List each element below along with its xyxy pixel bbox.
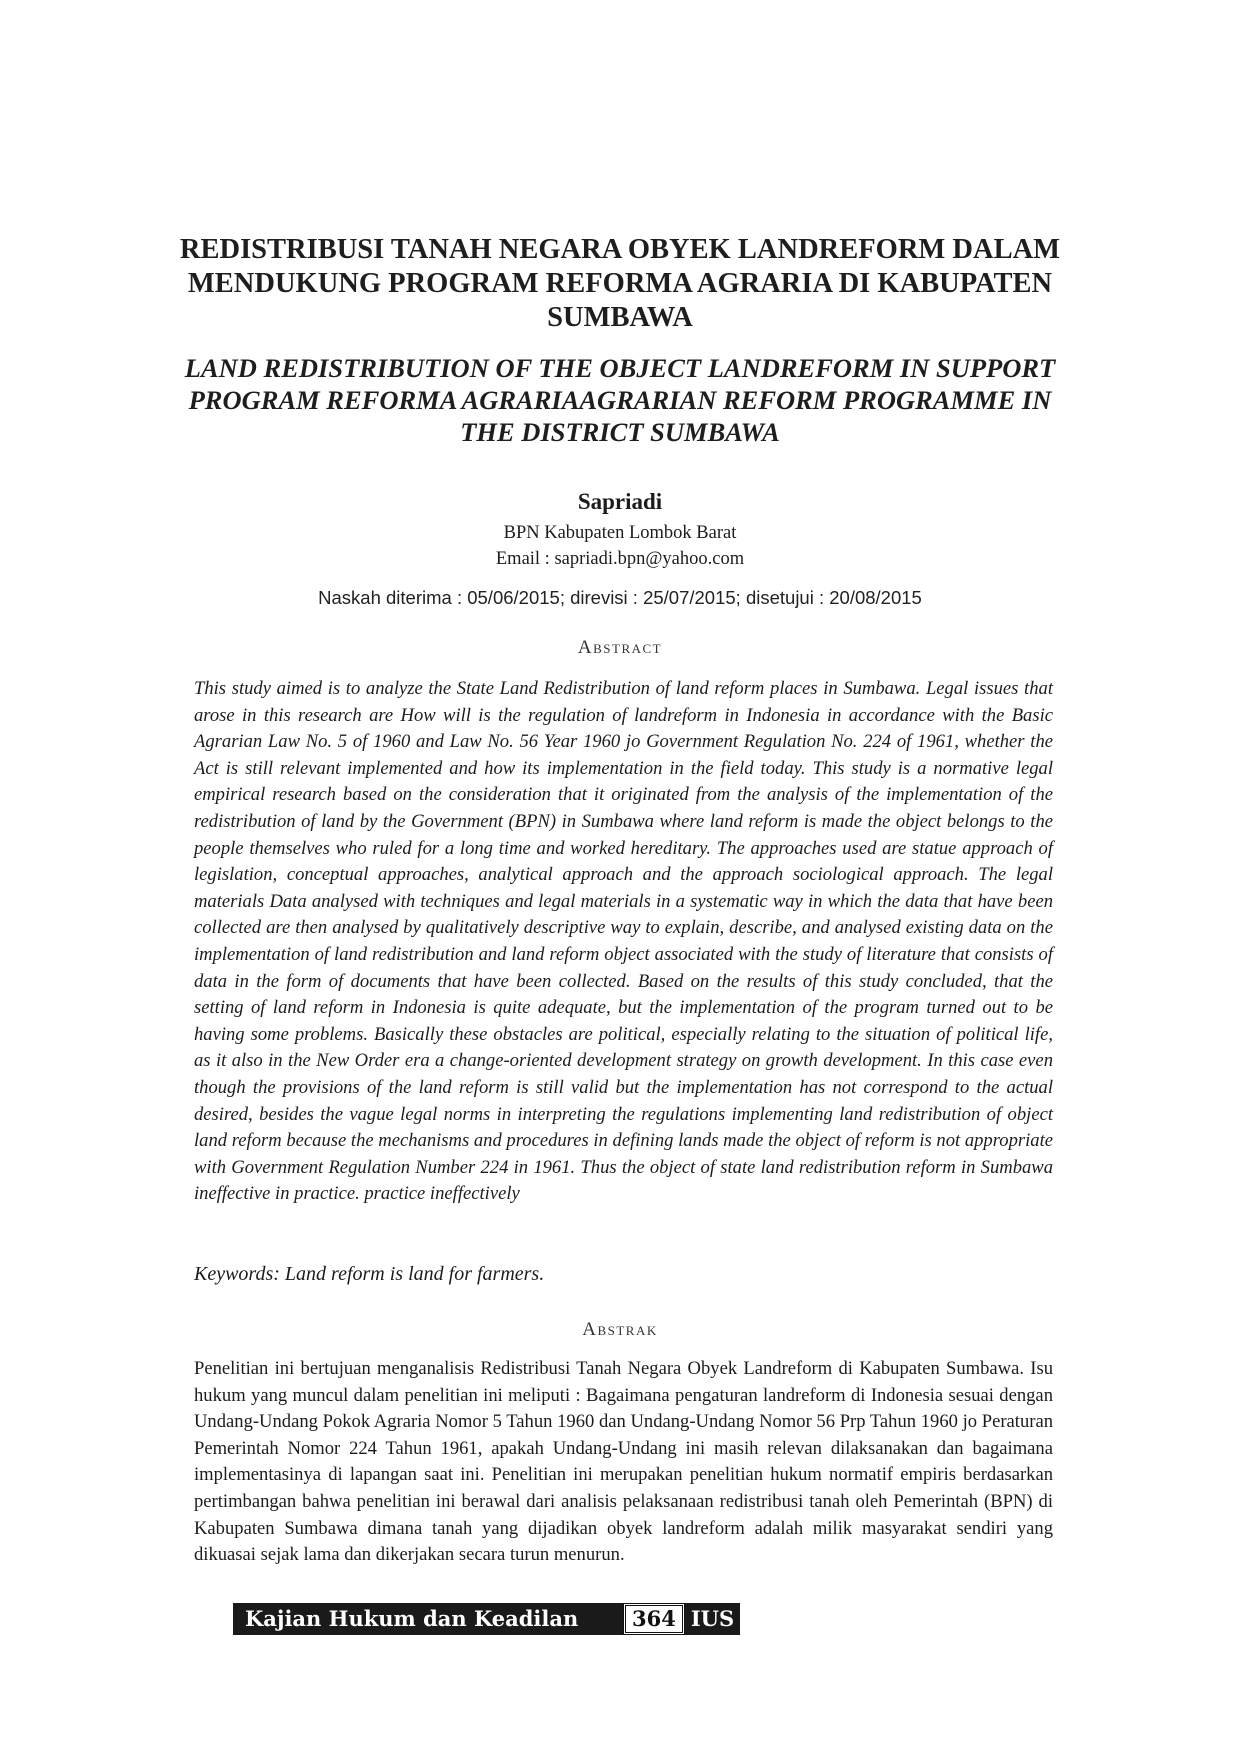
manuscript-dates: Naskah diterima : 05/06/2015; direvisi : 25/07/2015; disetujui : 20/08/2015 [318,587,922,608]
title-indonesian: REDISTRIBUSI TANAH NEGARA OBYEK LANDREFORM DALAM MENDUKUNG PROGRAM REFORMA AGRARIA DI KABUPATEN SUMBAWA [179,234,1061,333]
abstrak-heading: Abstrak [582,1319,658,1340]
abstract-english: This study aimed is to analyze the State Land Redistribution of land reform places in Sumbawa. Legal issues that arose in this research are How will is the regulation of landreform in Indonesia in accordance with the Basic Agrarian Law No. 5 of 1960 and Law No. 56 Year 1960 jo Government Regulation No. 224 of 1961, whether the Act is still relevant implemented and how its implementation in the field today. This study is a normative legal empirical research based on the consideration that it originated from the analysis of the implementation of the redistribution of land by the Government (BPN) in Sumbawa where land reform is made the object belongs to the people themselves who ruled for a long time and worked hereditary. The approaches used are statue approach of legislation, conceptual approaches, analytical approach and the approach sociological approach. The legal materials Data analysed with techniques and legal materials in a systematic way in which the data that have been collected are then analysed by qualitatively descriptive way to explain, describe, and analysed existing data on the implementation of land redistribution and land reform object associated with the study of literature that consists of data in the form of documents that have been collected. Based on the results of this study concluded, that the setting of land reform in Indonesia is quite adequate, but the implementation of the program turned out to be having some problems. Basically these obstacles are political, especially relating to the situation of political life, as it also in the New Order era a change-oriented development strategy on growth development. In this case even though the provisions of the land reform is still valid but the implementation has not correspond to the actual desired, besides the vague legal norms in interpreting the regulations implementing land redistribution of object land reform because the mechanisms and procedures in defining lands made the object of reform is not appropriate with Government Regulation Number 224 in 1961. Thus the object of state land redistribution reform in Sumbawa ineffective in practice. practice ineffectively [194,678,1053,1205]
author-affiliation: BPN Kabupaten Lombok Barat [503,523,737,543]
footer-ius-label: IUS [685,1603,740,1635]
footer-journal-name: Kajian Hukum dan Keadilan [233,1603,623,1635]
keywords: Keywords: Land reform is land for farmers. [194,1263,545,1285]
title-english: LAND REDISTRIBUTION OF THE OBJECT LANDREFORM IN SUPPORT PROGRAM REFORMA AGRARIAAGRARIAN REFORM PROGRAMME IN THE DISTRICT SUMBAWA [184,353,1056,447]
abstract-heading: Abstract [577,637,663,658]
page-footer [233,1603,740,1635]
abstract-indonesian: Penelitian ini bertujuan menganalisis Redistribusi Tanah Negara Obyek Landreform di Kabupaten Sumbawa. Isu hukum yang muncul dalam penelitian ini meliputi : Bagaimana pengaturan landreform di Indonesia sesuai dengan Undang-Undang Pokok Agraria Nomor 5 Tahun 1960 dan Undang-Undang Nomor 56 Prp Tahun 1960 jo Peraturan Pemerintah Nomor 224 Tahun 1961, apakah Undang-Undang ini masih relevan dilaksanakan dan bagaimana implementasinya di lapangan saat ini. Penelitian ini merupakan penelitian hukum normatif empiris berdasarkan pertimbangan bahwa penelitian ini berawal dari analisis pelaksanaan redistribusi tanah oleh Pemerintah (BPN) di Kabupaten Sumbawa dimana tanah yang dijadikan obyek landreform adalah milik masyarakat sendiri yang dikuasai sejak lama dan dikerjakan secara turun menurun. [194,1358,1053,1566]
author-name: Sapriadi [577,489,663,514]
author-email: Email : sapriadi.bpn@yahoo.com [495,549,745,569]
footer-page-number: 364 [623,1603,685,1635]
